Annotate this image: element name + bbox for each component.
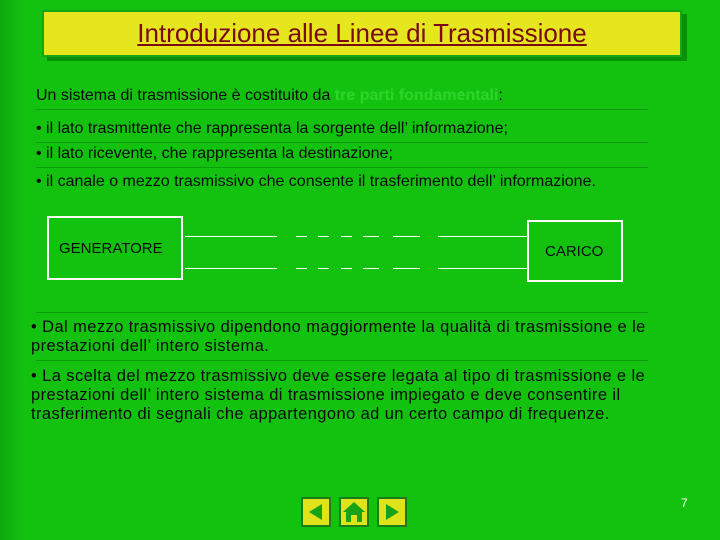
home-button[interactable]	[339, 497, 369, 527]
divider	[36, 167, 648, 168]
home-icon	[342, 500, 366, 524]
line-top-dash	[341, 236, 352, 237]
line-bottom-segment	[438, 268, 527, 269]
intro-before: Un sistema di trasmissione è costituito da	[36, 87, 335, 104]
line-bottom-segment	[185, 268, 277, 269]
intro-text	[36, 87, 503, 105]
generator-block	[47, 216, 183, 280]
forward-arrow-icon	[381, 501, 403, 523]
line-bottom-dash	[363, 268, 379, 269]
line-top-dash	[363, 236, 379, 237]
slide-title: Introduzione alle Linee di Trasmissione	[137, 18, 587, 48]
intro-after: :	[498, 87, 503, 104]
line-top-dash	[318, 236, 329, 237]
divider	[36, 109, 648, 110]
line-top-dash	[296, 236, 307, 237]
line-bottom-dash	[318, 268, 329, 269]
divider	[36, 312, 648, 313]
divider	[36, 360, 648, 361]
paragraph-quality: • Dal mezzo trasmissivo dipendono maggiormente la qualità di trasmissione e le prestazioni dell’ intero sistema.	[31, 318, 646, 355]
line-bottom-dash	[296, 268, 307, 269]
intro-highlight: tre parti fondamentali	[334, 87, 499, 104]
paragraph-medium-choice: • La scelta del mezzo trasmissivo deve essere legata al tipo di trasmissione e le prestazioni dell’ intero sistema di trasmissione impiegato e deve consentire il trasferimento di segnali che appartengono ad un certo campo di frequenze.	[31, 367, 646, 423]
line-bottom-dash	[341, 268, 352, 269]
forward-button[interactable]	[377, 497, 407, 527]
left-stripe	[0, 0, 26, 540]
page-number: 7	[681, 496, 688, 510]
load-label: CARICO	[545, 243, 604, 260]
line-top-segment	[438, 236, 527, 237]
generator-label: GENERATORE	[59, 240, 163, 257]
line-top-dash	[393, 236, 420, 237]
bullet-transmitter: • il lato trasmittente che rappresenta la sorgente dell’ informazione;	[36, 120, 508, 137]
title-box	[42, 10, 682, 57]
line-bottom-dash	[393, 268, 420, 269]
bullet-channel: • il canale o mezzo trasmissivo che consente il trasferimento dell’ informazione.	[36, 173, 596, 190]
bullet-receiver: • il lato ricevente, che rappresenta la destinazione;	[36, 145, 393, 162]
back-arrow-icon	[305, 501, 327, 523]
line-top-segment	[185, 236, 277, 237]
load-block	[527, 220, 623, 282]
back-button[interactable]	[301, 497, 331, 527]
divider	[36, 142, 648, 143]
